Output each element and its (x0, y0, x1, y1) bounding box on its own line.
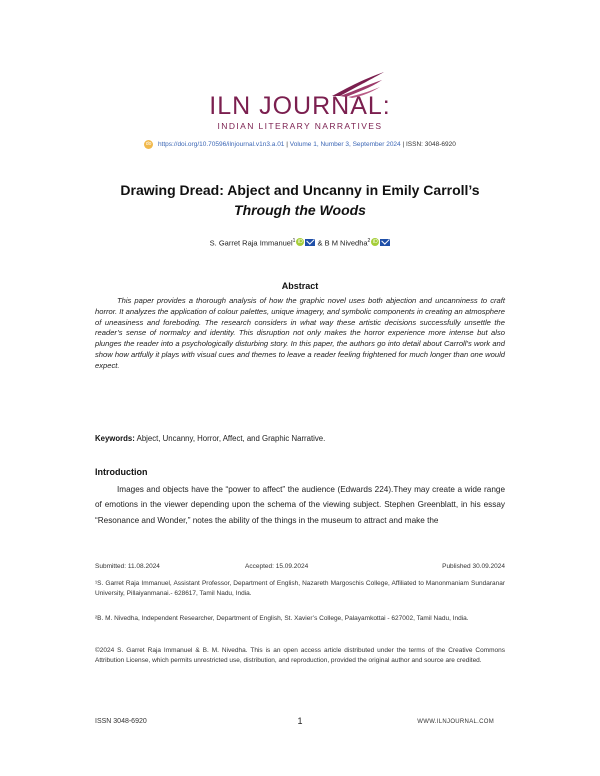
keywords-text: Abject, Uncanny, Horror, Affect, and Graphic Narrative. (136, 434, 326, 443)
journal-meta-line (0, 140, 600, 149)
journal-name: ILN JOURNAL: (209, 92, 391, 120)
keywords-label: Keywords: (95, 434, 135, 443)
meta-separator: | (402, 141, 406, 149)
author-affiliation-mark: 1 (292, 238, 296, 244)
author-name: B M Nivedha (324, 238, 368, 248)
journal-subtitle: INDIAN LITERARY NARRATIVES (217, 121, 383, 131)
email-icon[interactable] (305, 239, 315, 246)
footnote-author2: ²B. M. Nivedha, Independent Researcher, Department of English, St. Xavier’s College, Palayamkottai - 627002, Tamil Nadu, India. (95, 615, 469, 622)
published-date: Published 30.09.2024 (442, 563, 505, 570)
author-connector: & (317, 238, 323, 248)
email-icon[interactable] (380, 239, 390, 246)
submitted-date: Submitted: 11.08.2024 (95, 563, 160, 570)
abstract-heading: Abstract (281, 281, 319, 291)
footer-website[interactable]: WWW.ILNJOURNAL.COM (417, 719, 494, 725)
issue-link[interactable]: Volume 1, Number 3, September 2024 (289, 141, 401, 149)
issn-meta: ISSN: 3048-6920 (405, 141, 456, 149)
article-title-italic: Through the Woods (234, 202, 366, 218)
accepted-date: Accepted: 15.09.2024 (245, 563, 309, 570)
doi-link[interactable]: https://doi.org/10.70596/ilnjournal.v1n3.a.01 (157, 141, 285, 149)
author-line (0, 238, 600, 248)
footnote-copyright: ©2024 S. Garret Raja Immanuel & B. M. Nivedha. This is an open access article distributed under the terms of the Creative Commons Attribution License, which permits unrestricted use, distribution, and reproduction, provided the original author and source are credited. (95, 647, 505, 664)
abstract-text: This paper provides a thorough analysis of how the graphic novel uses both abjection and uncanniness to craft horror. It analyzes the application of colour palettes, unique imagery, and symbolic components in creating an atmosphere of uneasiness and foreboding. The research considers in what way these artistic decisions successfully unsettle the reader’s sense of normalcy and identity. This disruption not only makes the horror experience more intense but also plunges the reader into a psychologically disturbing story. In this paper, the authors go into detail about Carroll’s work and show how artfully it plays with visual cues and themes to leave a reader feeling frightened for much longer than one would expect. (95, 296, 505, 370)
footnote-author1: ¹S. Garret Raja Immanuel, Assistant Professor, Department of English, Nazareth Margoschis College, Affiliated to Manonmaniam Sundaranar University, Pillaiyanmanai.- 628617, Tamil Nadu, India. (95, 580, 505, 597)
keywords-line (95, 434, 325, 443)
author-name: S. Garret Raja Immanuel (209, 238, 293, 248)
author-affiliation-mark: 2 (367, 238, 371, 244)
introduction-heading: Introduction (95, 467, 148, 477)
introduction-text: Images and objects have the “power to affect” the audience (Edwards 224).They may create a wide range of emotions in the viewer depending upon the schema of the viewing subject. Stephen Greenblatt, in his essay “Resonance and Wonder,” notes the ability of the things in the museum to attract and make the (95, 485, 505, 525)
page-number: 1 (297, 716, 303, 726)
orcid-icon[interactable]: iD (298, 239, 303, 245)
meta-separator: | (286, 141, 290, 149)
article-title: Drawing Dread: Abject and Uncanny in Emily Carroll’s (120, 182, 480, 198)
orcid-icon[interactable]: iD (372, 239, 378, 245)
doi-icon: do (145, 141, 152, 147)
footer-issn: ISSN 3048-6920 (95, 718, 147, 725)
